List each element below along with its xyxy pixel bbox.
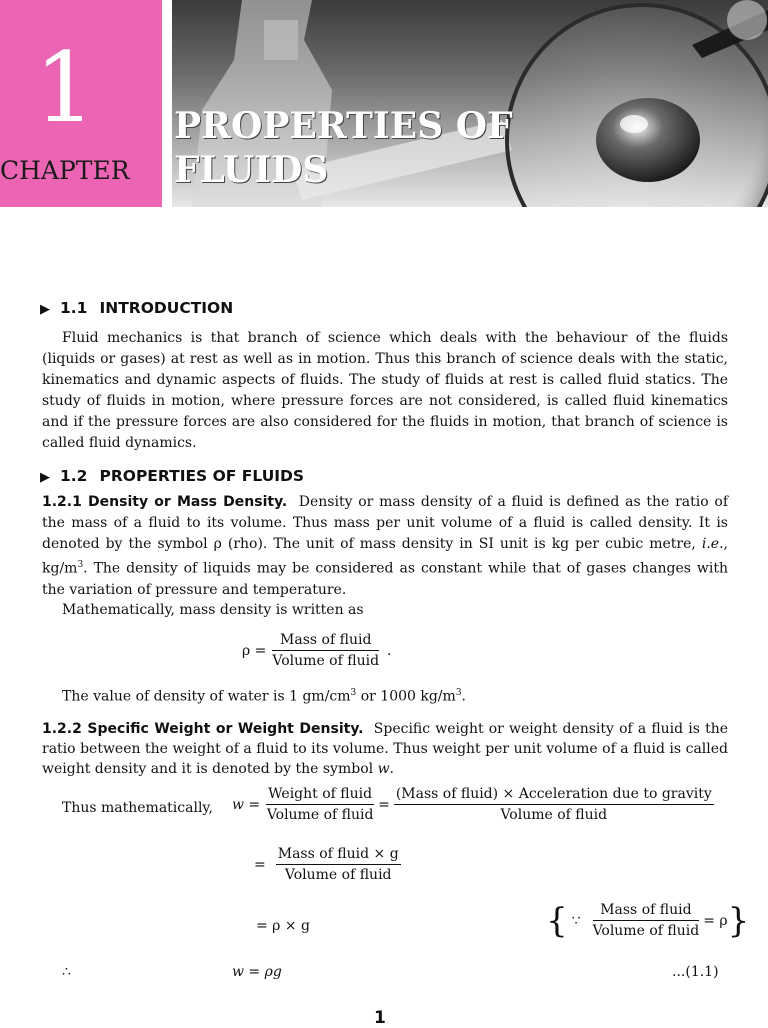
superscript: 3 [455, 688, 462, 698]
thus-mathematically: Thus mathematically, [62, 800, 213, 816]
water-text-end: . [461, 688, 466, 705]
period: . [389, 761, 394, 777]
numerator: Mass of fluid [593, 902, 700, 921]
subsection-heading: 1.2.2 Specific Weight or Weight Density. [42, 721, 364, 737]
chapter-number: 1 [34, 32, 96, 144]
superscript: 3 [77, 560, 84, 570]
mass-gravity-fraction [394, 786, 714, 823]
numerator: Mass of fluid [272, 632, 379, 651]
period: . [387, 642, 392, 659]
denominator: Volume of fluid [592, 923, 700, 939]
equals: = [378, 796, 390, 813]
rho-times-g: = ρ × g [256, 918, 311, 934]
water-text-2: or 1000 kg/m [356, 688, 456, 705]
denominator: Volume of fluid [266, 807, 374, 823]
mass-g-formula [254, 846, 401, 883]
title-line-2: FLUIDS [174, 149, 329, 191]
w-lhs: w = [232, 796, 261, 813]
density-formula [242, 632, 392, 669]
equals: = [254, 856, 266, 873]
rho-lhs: ρ = [242, 642, 267, 659]
weight-fraction [266, 786, 374, 823]
water-text: The value of density of water is 1 gm/cm [62, 688, 351, 705]
intro-paragraph: Fluid mechanics is that branch of science which deals with the behaviour of the fluids (liquids or gases) at rest as well as in motion. Thus this branch of science deals with the static, kinematics and dynamic aspects of fluids. The study of fluids at rest is called fluid statics. The study of fluids in motion, where pressure forces are not considered, is called fluid kinematics and if the pressure forces are also considered for the fluids in motion, that branch of science is called fluid dynamics. [42, 330, 728, 451]
weight-text: Specific weight or weight density of a fluid is the ratio between the weight of a fluid to its volume. Thus weight per unit volume of a fluid is called weight density and it is denoted by the symbol [42, 721, 728, 777]
chapter-title [174, 104, 513, 192]
section-number: 1.2 [60, 467, 88, 485]
unit-text: , kg/m [42, 536, 728, 577]
superscript: 3 [350, 688, 357, 698]
denominator: Volume of fluid [284, 867, 392, 883]
final-equation: w = ρg [232, 964, 282, 980]
weight-density-paragraph [42, 719, 728, 779]
right-brace: } [727, 900, 750, 941]
density-paragraph [42, 492, 728, 601]
w-symbol: w [377, 761, 390, 777]
left-brace: { [546, 900, 568, 941]
denominator: Volume of fluid [500, 807, 608, 823]
density-text: Density or mass density of a fluid is defined as the ratio of the mass of a fluid to its volume. Thus mass per unit volume of a fluid is called density. It is denoted by the symbol ρ (rho). The unit of mass density in SI unit is kg per cubic metre, [42, 494, 729, 552]
numerator: (Mass of fluid) × Acceleration due to gravity [394, 786, 714, 805]
title-line-1: PROPERTIES OF [174, 105, 513, 147]
numerator: Weight of fluid [266, 786, 374, 805]
math-intro: Mathematically, mass density is written as [62, 602, 364, 618]
section-title: INTRODUCTION [99, 299, 234, 317]
density-fraction [272, 632, 379, 669]
because-fraction [593, 902, 700, 939]
equation-number: ...(1.1) [672, 964, 719, 980]
triangle-bullet-icon: ▶ [40, 470, 50, 485]
because-note [546, 902, 749, 939]
page-number: 1 [374, 1008, 386, 1028]
numerator: Mass of fluid × g [276, 846, 401, 865]
chapter-label: CHAPTER [0, 156, 130, 185]
denominator: Volume of fluid [272, 653, 380, 669]
chapter-header [0, 0, 768, 208]
because-symbol: ∵ [571, 912, 581, 929]
rho-rhs: = ρ [703, 912, 728, 929]
triangle-bullet-icon: ▶ [40, 302, 50, 317]
section-heading-1-1 [40, 299, 233, 317]
subsection-heading: 1.2.1 Density or Mass Density. [42, 494, 288, 510]
section-heading-1-2 [40, 467, 304, 485]
therefore-symbol: ∴ [62, 964, 71, 980]
density-text-end: . The density of liquids may be considered as constant while that of gases changes with the variation of pressure and temperature. [42, 560, 728, 598]
section-number: 1.1 [60, 299, 88, 317]
ie-text: i.e. [701, 536, 724, 552]
weight-formula [232, 786, 714, 823]
water-density [62, 688, 466, 705]
mass-g-fraction [276, 846, 401, 883]
section-title: PROPERTIES OF FLUIDS [99, 467, 305, 485]
